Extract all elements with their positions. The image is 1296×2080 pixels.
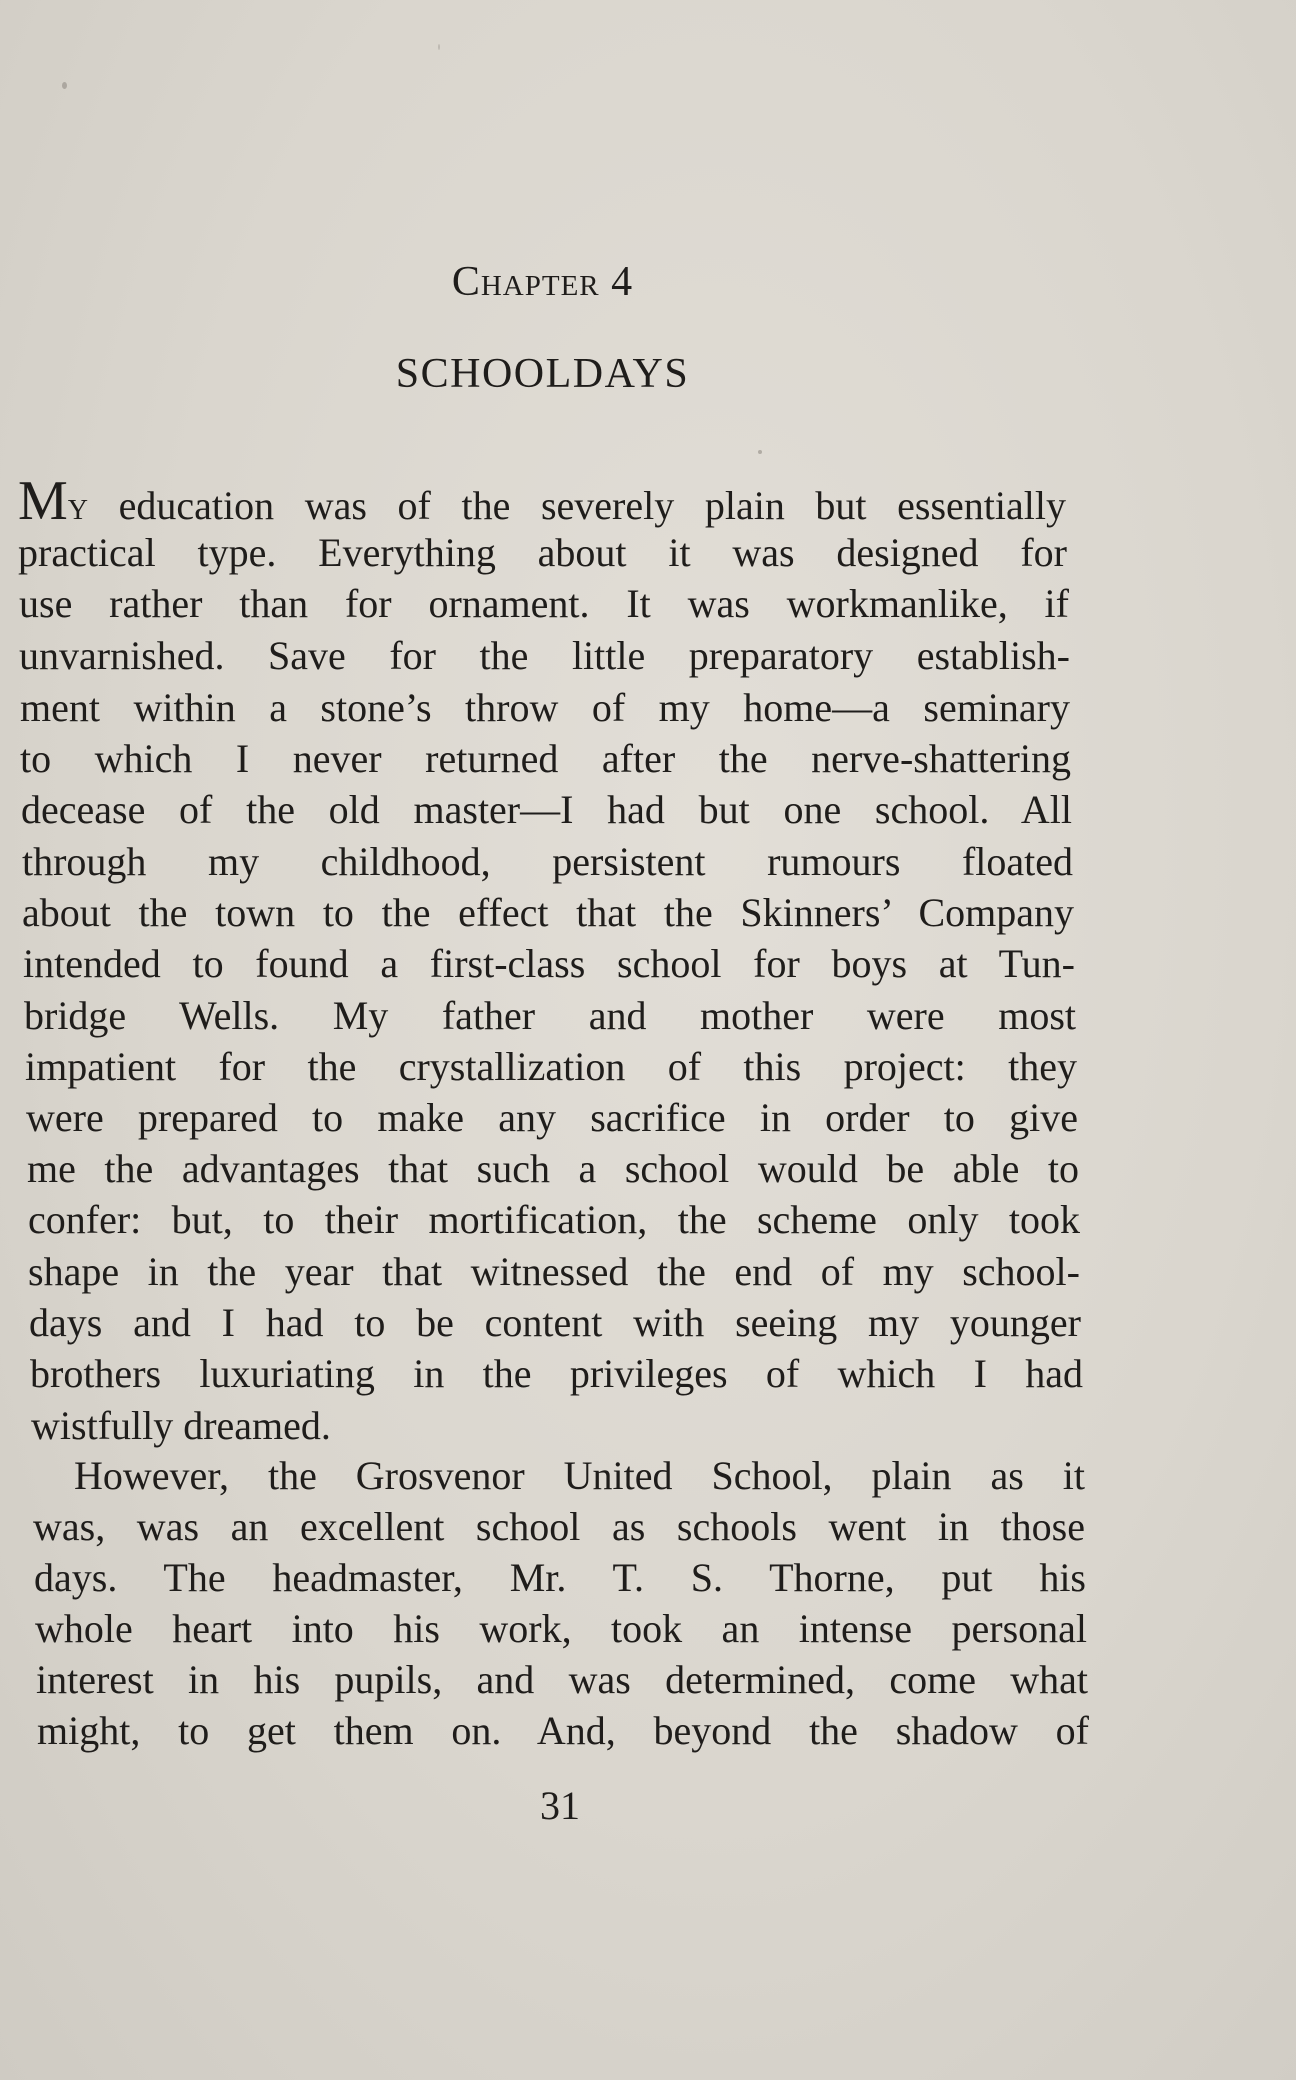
text-line: me the advantages that such a school would be able to [27,1146,1079,1191]
text-line: interest in his pupils, and was determined, come what [36,1657,1088,1702]
text-line: to which I never returned after the nerve-shattering [20,736,1071,781]
text-line: were prepared to make any sacrifice in order to give [26,1095,1078,1140]
text-line: unvarnished. Save for the little preparatory establish- [19,633,1070,678]
paper-speck [62,82,67,89]
text-line: confer: but, to their mortification, the scheme only took [28,1197,1080,1242]
text-line: wistfully dreamed. [31,1403,331,1448]
text-line: intended to found a first-class school for boys at Tun- [23,941,1075,986]
text-line: ment within a stone’s throw of my home—a seminary [20,685,1070,730]
text-line: However, the Grosvenor United School, plain as it [74,1453,1085,1498]
text-line: practical type. Everything about it was designed for [18,530,1067,575]
page-number: 31 [540,1783,580,1828]
text-line: impatient for the crystallization of this project: they [25,1044,1077,1089]
opening-line-text: education was of the severely plain but essentially [88,483,1066,528]
text-line: brothers luxuriating in the privileges of which I had [30,1351,1083,1396]
small-caps-letters: y [67,483,89,528]
text-line: decease of the old master—I had but one school. All [21,787,1072,832]
chapter-title: SCHOOLDAYS [395,351,690,397]
text-line: shape in the year that witnessed the end of my school- [28,1249,1080,1294]
text-line-opening [18,470,1066,532]
paper-speck [758,450,762,454]
text-line: through my childhood, persistent rumours floated [22,839,1073,884]
text-line: was, was an excellent school as schools went in those [33,1504,1085,1549]
text-line: might, to get them on. And, beyond the shadow of [37,1708,1089,1753]
text-line: whole heart into his work, took an intense personal [35,1606,1087,1651]
text-line: use rather than for ornament. It was workmanlike, if [19,581,1069,626]
paper-speck [438,44,440,50]
text-line: about the town to the effect that the Skinners’ Company [22,890,1074,935]
text-line: days. The headmaster, Mr. T. S. Thorne, put his [34,1555,1086,1600]
text-line: days and I had to be content with seeing my younger [29,1300,1081,1345]
text-line: bridge Wells. My father and mother were most [24,993,1076,1038]
drop-cap: M [18,470,68,532]
chapter-label: Chapter 4 [451,259,634,305]
